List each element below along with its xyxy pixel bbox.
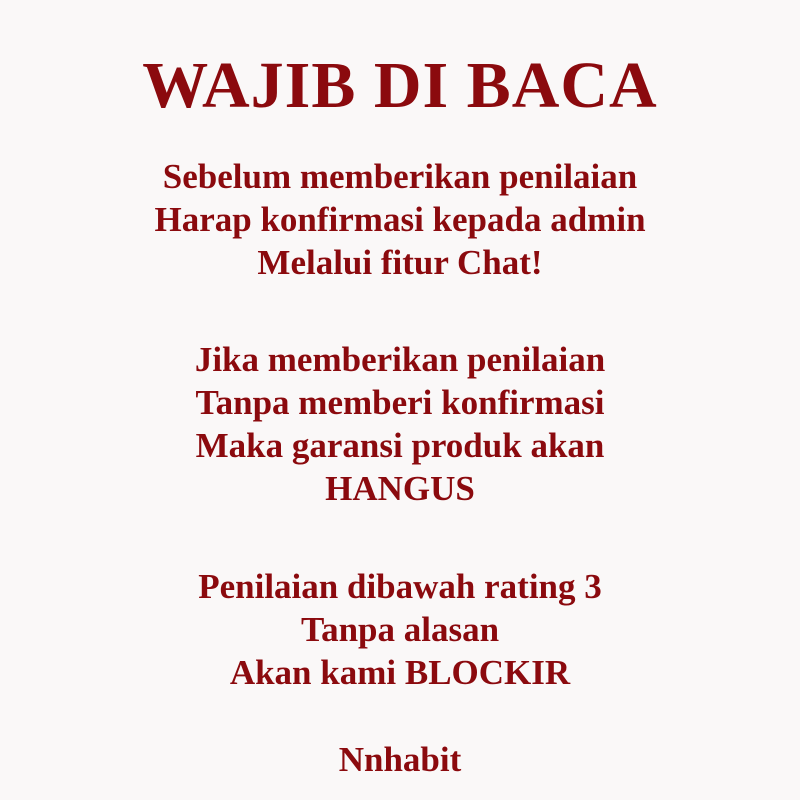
paragraph-line: Tanpa memberi konfirmasi bbox=[195, 383, 605, 422]
paragraph-line: Akan kami BLOCKIR bbox=[229, 653, 571, 692]
shop-signature bbox=[0, 738, 800, 781]
paragraph-line: HANGUS bbox=[325, 469, 475, 508]
paragraph-line: Melalui fitur Chat! bbox=[257, 243, 543, 282]
notice-title: WAJIB DI BACA bbox=[142, 49, 658, 122]
signature-text: Nnhabit bbox=[338, 740, 462, 779]
paragraph-line: Jika memberikan penilaian bbox=[194, 340, 606, 379]
paragraph-line: Penilaian dibawah rating 3 bbox=[198, 567, 602, 606]
rating-warning-paragraph bbox=[0, 565, 800, 694]
paragraph-line: Tanpa alasan bbox=[300, 610, 500, 649]
paragraph-line: Sebelum memberikan penilaian bbox=[162, 157, 638, 196]
warranty-warning-paragraph bbox=[0, 338, 800, 510]
paragraph-line: Maka garansi produk akan bbox=[195, 426, 605, 465]
instruction-paragraph bbox=[0, 155, 800, 284]
paragraph-line: Harap konfirmasi kepada admin bbox=[154, 200, 646, 239]
